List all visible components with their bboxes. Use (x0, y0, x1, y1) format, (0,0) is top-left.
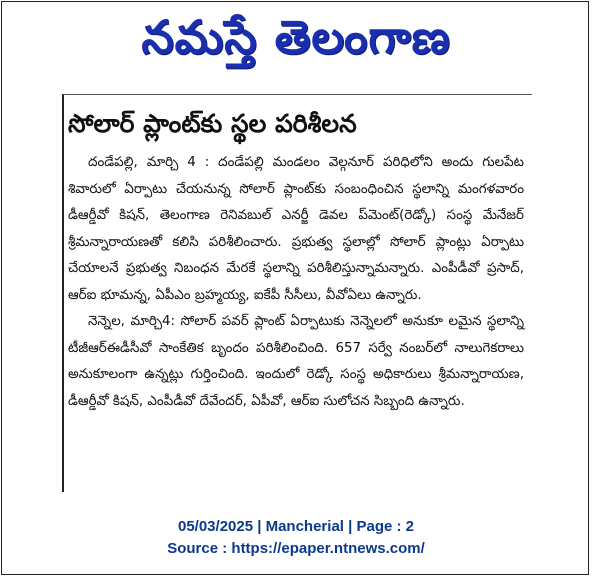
newspaper-masthead: నమస్తే తెలంగాణ (141, 10, 451, 64)
article-body (68, 150, 524, 486)
article-paragraph-2: నెన్నెల, మార్చి4: సోలార్ పవర్ ప్లాంట్ ఏర్పాటుకు నెన్నెలలో అనుకూ లమైన స్థలాన్ని టీజీఆర్ఈడీసీవో సాంకేతిక బృందం పరిశీలించింది. 657 సర్వే నంబర్‌లో నాలుగెకరాలు అనుకూలంగా ఉన్నట్లు గుర్తించింది. ఇందులో రెడ్కో సంస్థ అధికారులు శ్రీమన్నారాయణ, డీఆర్డీవో కిషన్, ఎంపీడీవో దేవేందర్, ఏపీవో, ఆర్ఐ సులోచన సిబ్బంది ఉన్నారు. (68, 314, 524, 409)
article-paragraph-1: దండేపల్లి, మార్చి 4 : దండేపల్లి మండలం వెల్గనూర్ పరిధిలోని అందు గులపేట శివారులో ఏర్పాటు చేయనున్న సోలార్ ప్లాంట్‌కు సంబంధించిన స్థలాన్ని మంగళవారం డీఆర్డీవో కిషన్, తెలంగాణ రెనివబుల్ ఎనర్జీ డెవల ప్‌మెంట్(రెడ్కో) సంస్థ మేనేజర్ శ్రీమన్నారాయణతో కలిసి పరిశీలించారు. ప్రభుత్వ స్థలాల్లో సోలార్ ప్లాంట్లు ఏర్పాటు చేయాలనే ప్రభుత్వ నిబంధన మేరకే స్థలాన్ని పరిశీలిస్తున్నామన్నారు. ఎంపీడీవో ప్రసాద్, ఆర్ఐ భూమన్న, ఏపీఎం బ్రహ్మయ్య, ఐకేపీ సీసీలు, వీవోఏలు ఉన్నారు. (68, 155, 524, 303)
source-link[interactable]: Source : https://epaper.ntnews.com/ (167, 540, 425, 557)
article-headline: సోలార్ ప్లాంట్‌కు స్థల పరిశీలన (68, 109, 357, 138)
edition-info: 05/03/2025 | Mancherial | Page : 2 (177, 518, 415, 535)
